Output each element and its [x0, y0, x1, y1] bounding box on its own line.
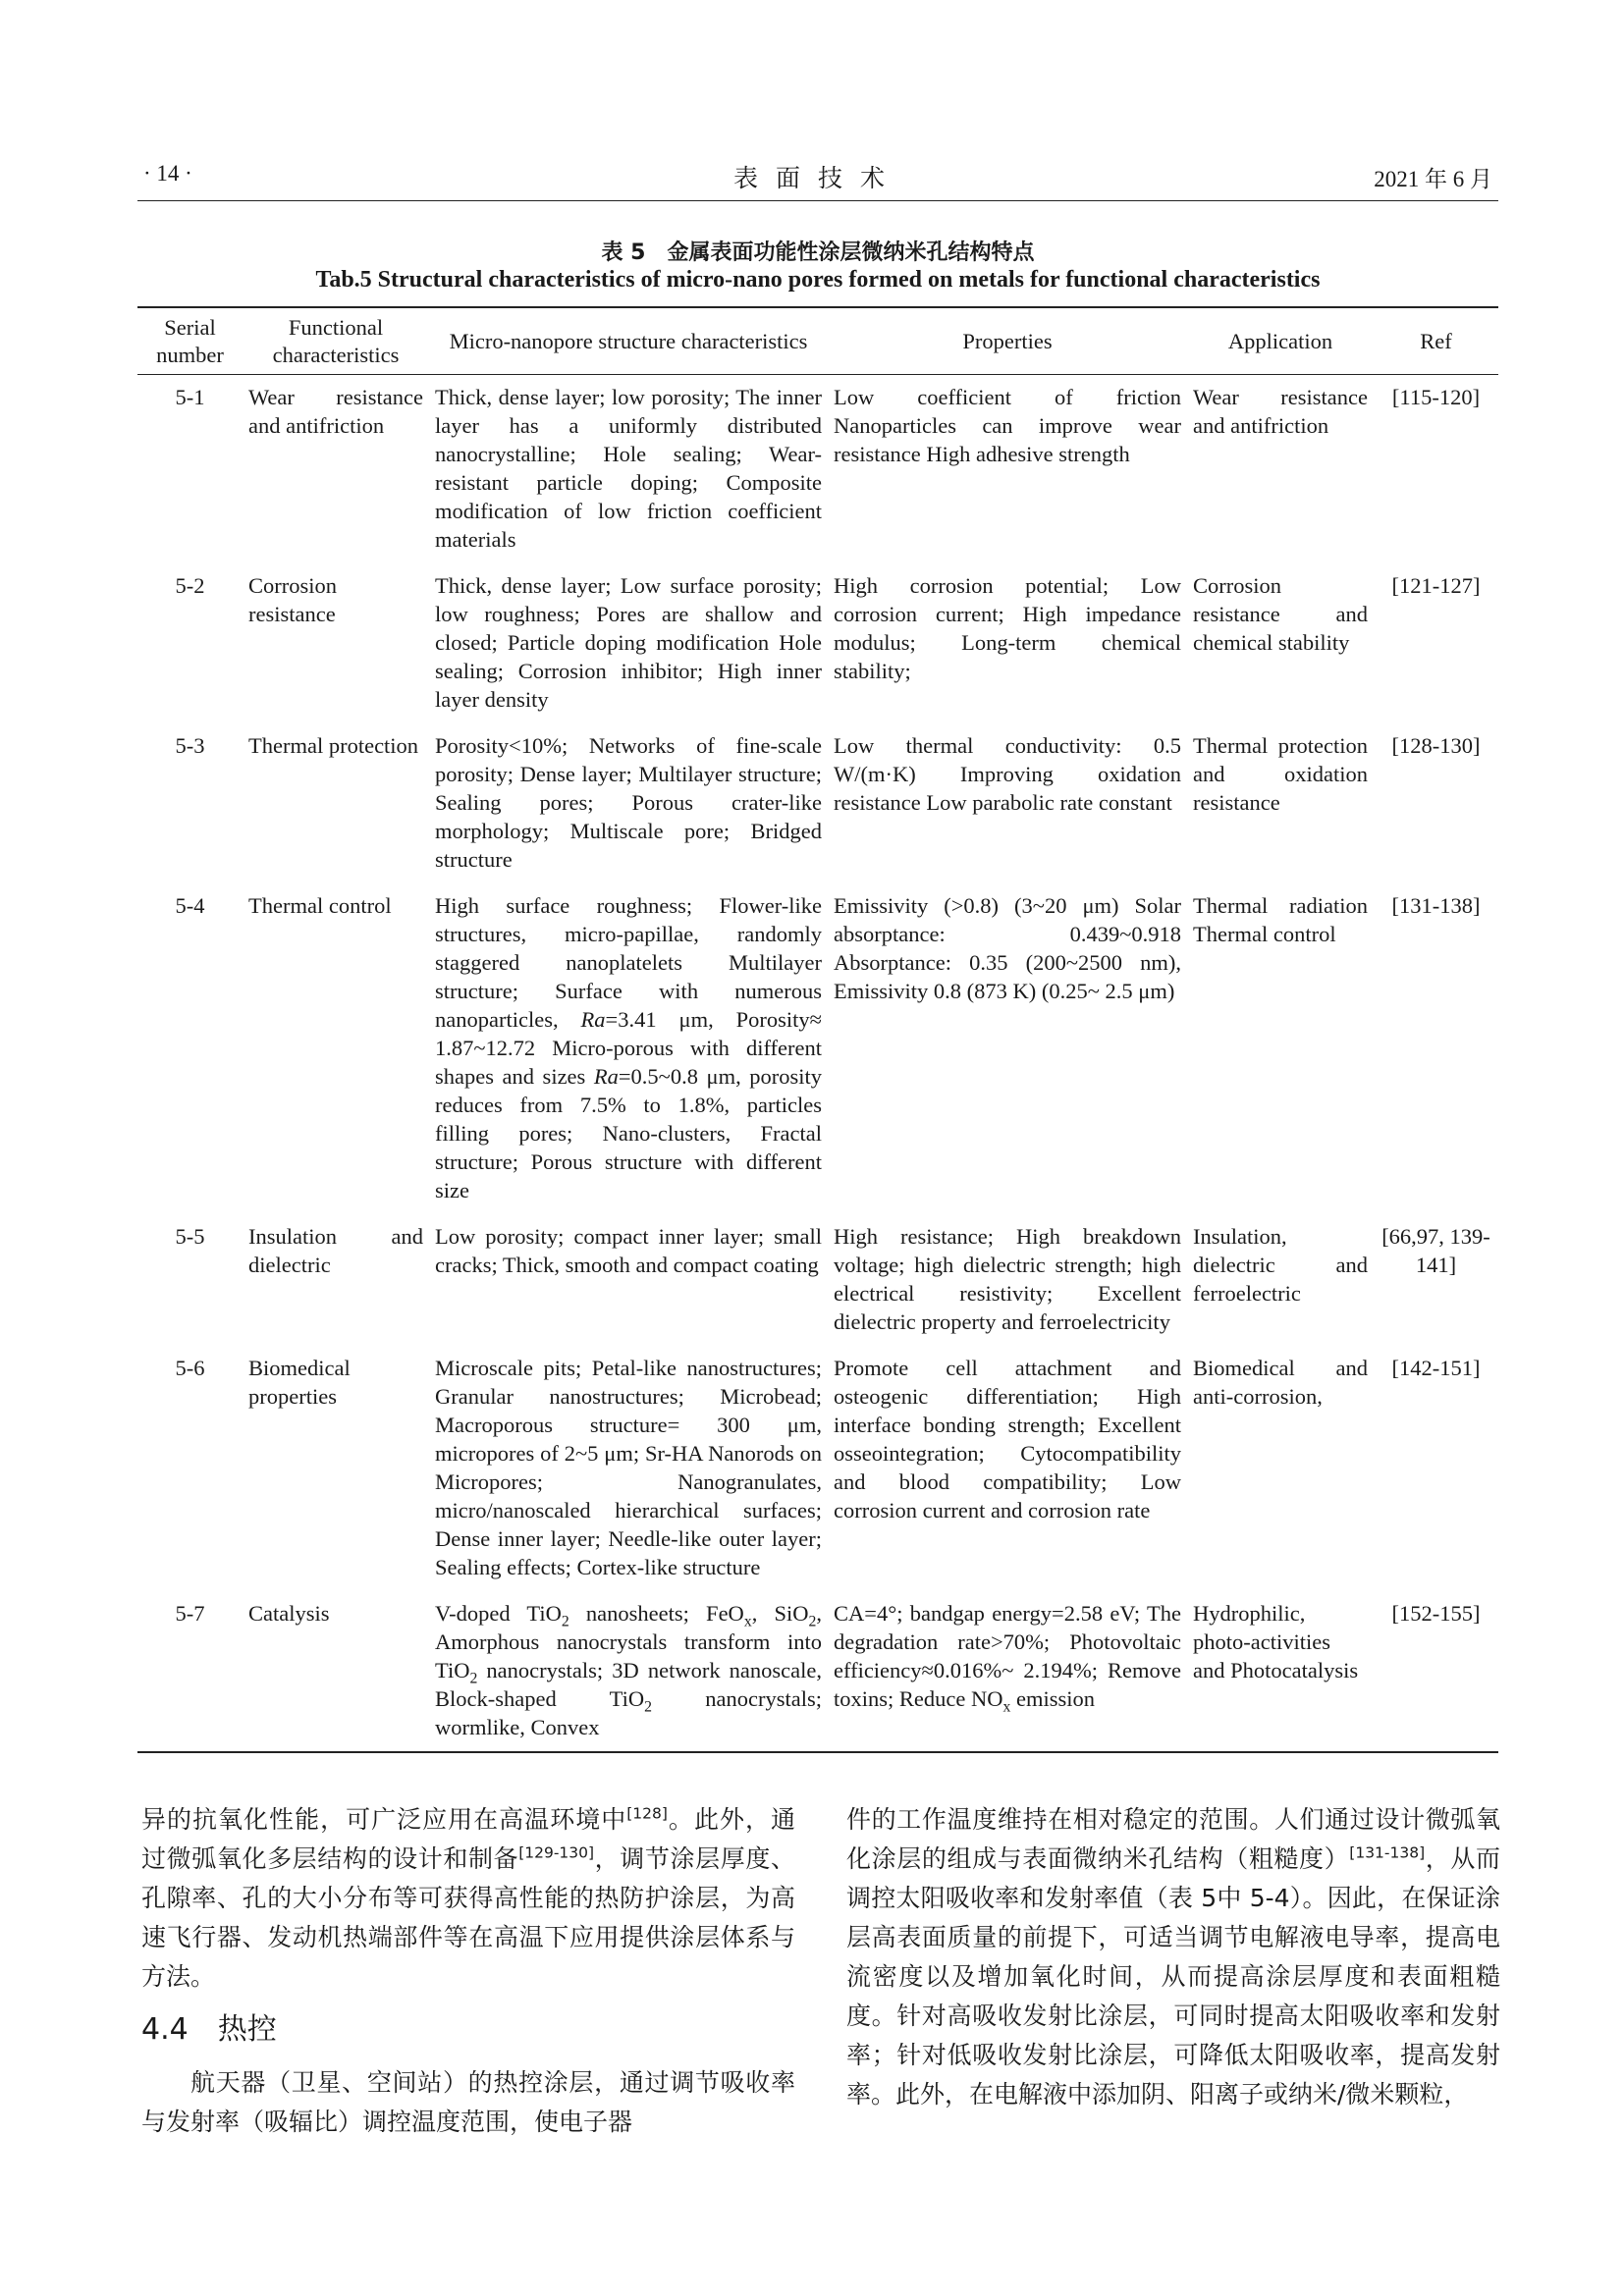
- cell-structure: V-doped TiO$_2$ nanosheets; FeO$_x$, SiO$_2$, Amorphous nanocrystals transform into TiO$_2$ nanocrystals; 3D network nanoscale, Block-shaped TiO$_2$ nanocrystals; wormlike, Convex: [435, 1601, 823, 1739]
- citation: [128]: [626, 1804, 668, 1823]
- col-header-structure: Micro-nanopore structure characteristics: [449, 329, 808, 353]
- table-header-row: [137, 307, 1498, 375]
- body-left-column: [141, 1800, 795, 2142]
- table-row: [137, 375, 1498, 564]
- cell-properties: High corrosion potential; Low corrosion current; High impedance modulus; Long-term chemical stability;: [834, 573, 1181, 683]
- table-row: [137, 883, 1498, 1214]
- cell-properties: CA=4°; bandgap energy=2.58 eV; The degradation rate>70%; Photovoltaic efficiency≈0.016%~ 2.194%; Remove toxins; Reduce $NO_x$ emission: [834, 1601, 1181, 1716]
- table-row: [137, 1591, 1498, 1752]
- citation: [131-138]: [1349, 1843, 1426, 1862]
- table-row: [137, 1346, 1498, 1591]
- cell-application: Biomedical and anti-corrosion,: [1193, 1356, 1368, 1409]
- col-header-application: Application: [1227, 329, 1333, 353]
- cell-structure: Thick, dense layer; low porosity; The inner layer has a uniformly distributed nanocrystalline; Hole sealing; Wear-resistant particle doping; Composite modification of low friction coefficient materials: [435, 385, 822, 552]
- cell-application: Hydrophilic, photo-activities and Photocatalysis: [1193, 1601, 1359, 1682]
- cell-functional: Corrosion resistance: [248, 573, 337, 626]
- cell-ref: [121-127]: [1391, 573, 1481, 598]
- cell-serial: 5-1: [175, 385, 205, 409]
- table-caption-en: Tab.5 Structural characteristics of micro-nano pores formed on metals for functional characteristics: [315, 267, 1321, 293]
- cell-serial: 5-7: [175, 1601, 205, 1626]
- col-header-properties: Properties: [962, 329, 1053, 353]
- citation: [129-130]: [518, 1843, 595, 1862]
- paragraph: 件的工作温度维持在相对稳定的范围。人们通过设计微弧氧化涂层的组成与表面微纳米孔结构（粗糙度）[131-138]，从而调控太阳吸收率和发射率值（表 5中 5-4）。因此，在保证涂层高表面质量的前提下，可适当调节电解液电导率，提高电流密度以及增加氧化时间，从而提高涂层厚度和表面粗糙度。针对高吸收发射比涂层，可同时提高太阳吸收率和发射率；针对低吸收发射比涂层，可降低太阳吸收率，提高发射率。此外，在电解液中添加阴、阳离子或纳米/微米颗粒，: [846, 1805, 1500, 2109]
- cell-application: Insulation, dielectric and ferroelectric: [1193, 1224, 1368, 1306]
- cell-functional: Biomedical properties: [248, 1356, 351, 1409]
- running-header: [137, 157, 1498, 196]
- table-5: [137, 306, 1498, 1753]
- cell-serial: 5-3: [175, 733, 205, 758]
- table-caption-cn: 表 5 金属表面功能性涂层微纳米孔结构特点: [601, 240, 1035, 265]
- cell-serial: 5-2: [175, 573, 205, 598]
- cell-ref: [142-151]: [1391, 1356, 1481, 1380]
- cell-serial: 5-4: [175, 893, 205, 918]
- cell-properties: Low thermal conductivity: 0.5 W/(m·K) Improving oxidation resistance Low parabolic rate constant: [834, 733, 1181, 815]
- cell-structure: Porosity<10%; Networks of fine-scale porosity; Dense layer; Multilayer structure; Sealing pores; Porous crater-like morphology; Multiscale pore; Bridged structure: [435, 733, 822, 872]
- table-row: [137, 563, 1498, 723]
- cell-functional: Thermal protection: [248, 733, 419, 758]
- cell-ref: [115-120]: [1391, 385, 1481, 409]
- cell-properties: High resistance; High breakdown voltage; high dielectric strength; high electrical resistivity; Excellent dielectric property and ferroelectricity: [834, 1224, 1181, 1334]
- issue-date: 2021 年 6 月: [1374, 167, 1492, 191]
- col-header-serial: Serial number: [156, 315, 224, 367]
- table-row: [137, 723, 1498, 883]
- cell-application: Thermal radiation Thermal control: [1193, 893, 1368, 946]
- cell-functional: Wear resistance and antifriction: [248, 385, 423, 438]
- cell-ref: [131-138]: [1391, 893, 1481, 918]
- cell-application: Thermal protection and oxidation resistance: [1193, 733, 1368, 815]
- cell-structure: Low porosity; compact inner layer; small cracks; Thick, smooth and compact coating: [435, 1224, 822, 1277]
- cell-ref: [152-155]: [1391, 1601, 1481, 1626]
- cell-structure: Thick, dense layer; Low surface porosity; low roughness; Pores are shallow and closed; Particle doping modification Hole sealing; Corrosion inhibitor; High inner layer density: [435, 573, 822, 712]
- cell-functional: Thermal control: [248, 893, 392, 918]
- cell-application: Corrosion resistance and chemical stability: [1193, 573, 1368, 655]
- page-number: · 14 ·: [143, 161, 192, 186]
- cell-functional: Insulation and dielectric: [248, 1224, 423, 1277]
- cell-functional: Catalysis: [248, 1601, 330, 1626]
- section-heading: 4.4 热控: [141, 2012, 277, 2047]
- cell-serial: 5-5: [175, 1224, 205, 1249]
- cell-serial: 5-6: [175, 1356, 205, 1380]
- body-right-column: [846, 1800, 1500, 2114]
- cell-properties: Emissivity (>0.8) (3~20 μm) Solar absorptance: 0.439~0.918 Absorptance: 0.35 (200~2500 nm), Emissivity 0.8 (873 K) (0.25~ 2.5 μm): [834, 893, 1181, 1003]
- cell-ref: [128-130]: [1391, 733, 1481, 758]
- col-header-ref: Ref: [1420, 329, 1452, 353]
- cell-properties: Promote cell attachment and osteogenic differentiation; High interface bonding strength; Excellent osseointegration; Cytocompatibility and blood compatibility; Low corrosion current and corrosion rate: [834, 1356, 1181, 1522]
- paragraph: 异的抗氧化性能，可广泛应用在高温环境中[128]。此外，通过微弧氧化多层结构的设计和制备[129-130]，调节涂层厚度、孔隙率、孔的大小分布等可获得高性能的热防护涂层，为高速飞行器、发动机热端部件等在高温下应用提供涂层体系与方法。: [141, 1804, 795, 1991]
- cell-ref: [66,97, 139-141]: [1381, 1224, 1490, 1277]
- header-rule: [137, 200, 1498, 201]
- cell-properties: Low coefficient of friction Nanoparticles can improve wear resistance High adhesive strength: [834, 385, 1181, 466]
- paragraph: 航天器（卫星、空间站）的热控涂层，通过调节吸收率与发射率（吸辐比）调控温度范围，使电子器: [141, 2068, 795, 2136]
- table-row: [137, 1214, 1498, 1346]
- col-header-functional: Functional characteristics: [272, 315, 400, 367]
- cell-structure: High surface roughness; Flower-like structures, micro-papillae, randomly staggered nanoplatelets Multilayer structure; Surface with numerous nanoparticles, Ra=3.41 μm, Porosity≈ 1.87~12.72 Micro-porous with different shapes and sizes Ra=0.5~0.8 μm, porosity reduces from 7.5% to 1.8%, particles filling pores; Nano-clusters, Fractal structure; Porous structure with different size: [435, 893, 822, 1202]
- cell-application: Wear resistance and antifriction: [1193, 385, 1368, 438]
- journal-name: 表面技术: [732, 166, 902, 192]
- cell-structure: Microscale pits; Petal-like nanostructures; Granular nanostructures; Microbead; Macroporous structure= 300 μm, micropores of 2~5 μm; Sr-HA Nanorods on Micropores; Nanogranulates, micro/nanoscaled hierarchical surfaces; Dense inner layer; Needle-like outer layer; Sealing effects; Cortex-like structure: [435, 1356, 822, 1579]
